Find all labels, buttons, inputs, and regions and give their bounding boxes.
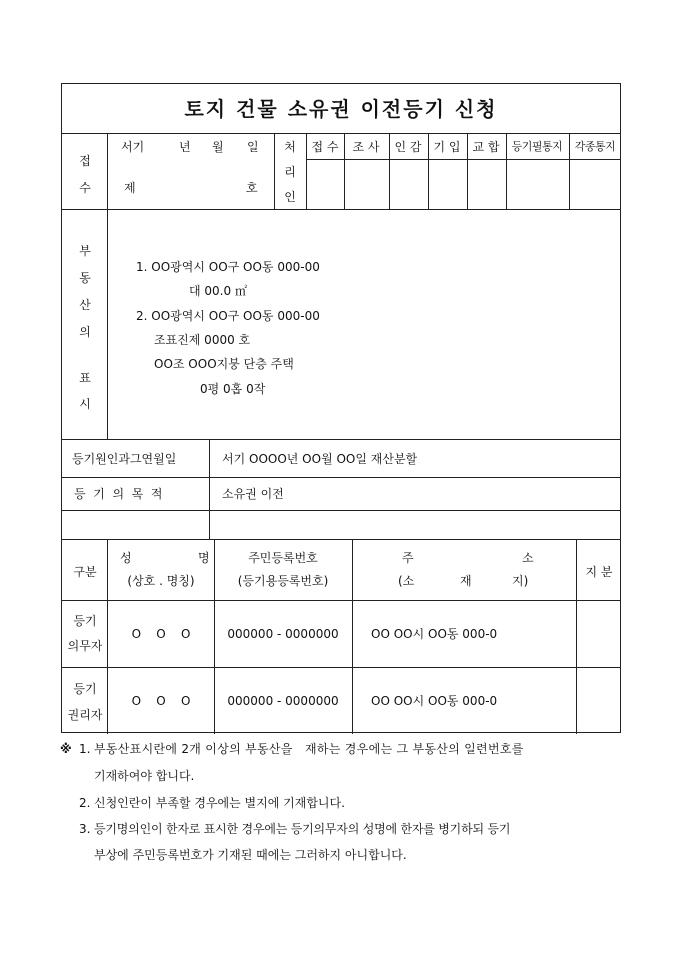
note-number: 2. (79, 796, 91, 810)
note-text-cont: 부상에 주민등록번호가 기재된 때에는 그러하지 아니합니다. (94, 848, 407, 862)
party-header-share: 지 분 (585, 565, 613, 579)
rule-v (214, 539, 215, 734)
note-text-cont: 기재하여야 합니다. (94, 769, 195, 783)
processor-char: 리 (284, 165, 296, 179)
rule-steps-header (306, 159, 620, 160)
cause-label: 등기원인과그연월일 (72, 452, 177, 466)
note-text: 등기명의인이 한자로 표시한 경우에는 등기의무자의 성명에 한자를 병기하되 등기 (94, 822, 511, 836)
rule-v (274, 133, 275, 209)
processor-char: 인 (284, 190, 296, 204)
date-year: 년 (179, 140, 191, 154)
notes-mark: ※ (60, 742, 72, 756)
step-header: 교 합 (472, 140, 500, 154)
rule-v (389, 133, 390, 209)
party-row-category: 등기 (73, 682, 97, 696)
party-header-addr: 주 (402, 551, 414, 565)
party-row-addr: OO OO시 OO동 000-0 (371, 694, 498, 708)
rule-party-row1 (62, 667, 620, 668)
rule-blank (62, 539, 620, 540)
application-form (61, 83, 621, 733)
party-row-addr: OO OO시 OO동 000-0 (371, 627, 498, 641)
party-header-id-sub: (등기용등록번호) (237, 574, 329, 588)
party-row-id: 000000 - 0000000 (227, 694, 339, 708)
party-row-category: 권리자 (67, 708, 103, 722)
party-header-id: 주민등록번호 (248, 551, 318, 565)
purpose-label: 등 기 의 목 적 (74, 487, 163, 501)
party-header-addr-sub: 재 (460, 574, 472, 588)
party-header-addr-sub: (소 (398, 574, 415, 588)
property-line: 대 00.0 ㎡ (189, 284, 247, 298)
step-header: 각종통지 (574, 140, 616, 153)
rule-v (467, 133, 468, 209)
rule-v (306, 133, 307, 209)
reception-label-bottom: 수 (79, 181, 91, 195)
rule-cause (62, 477, 620, 478)
rule-property (62, 439, 620, 440)
reception-label-top: 접 (79, 154, 91, 168)
rule-v (107, 539, 108, 734)
step-header: 조 사 (352, 140, 380, 154)
form-title: 토지 건물 소유권 이전등기 신청 (184, 97, 498, 121)
party-row-name: O O O (131, 627, 191, 641)
processor-char: 처 (284, 140, 296, 154)
property-line: 2. OO광역시 OO구 OO동 000-00 (136, 309, 320, 323)
note-text: 신청인란이 부족할 경우에는 별지에 기재합니다. (94, 796, 345, 810)
property-label-char: 부 (79, 244, 91, 258)
date-month: 월 (212, 140, 224, 154)
note-number: 3. (79, 822, 91, 836)
date-prefix: 서기 (121, 140, 145, 154)
property-line: 조표진제 0000 호 (154, 333, 251, 347)
party-header-addr-sub: 지) (512, 574, 529, 588)
rule-v (209, 439, 210, 539)
date-day: 일 (247, 140, 259, 154)
purpose-value: 소유권 이전 (222, 487, 284, 501)
rule-v (506, 133, 507, 209)
party-row-name: O O O (131, 694, 191, 708)
note-text: 부동산표시란에 2개 이상의 부동산을 재하는 경우에는 그 부동산의 일련번호를 (94, 742, 524, 756)
property-label-char: 시 (79, 397, 91, 411)
rule-purpose (62, 510, 620, 511)
party-header-name-sub: (상호 . 명칭) (127, 574, 195, 588)
property-line: 0평 0홉 0작 (200, 382, 266, 396)
party-row-category: 의무자 (67, 639, 103, 653)
rule-v (107, 133, 108, 209)
number-suffix: 호 (246, 181, 258, 195)
rule-v (576, 539, 577, 734)
property-line: OO조 OOO지붕 단층 주택 (154, 357, 294, 371)
rule-v (352, 539, 353, 734)
property-label-char: 표 (79, 371, 91, 385)
step-header: 기 입 (433, 140, 461, 154)
party-header-category: 구분 (73, 565, 97, 579)
party-row-category: 등기 (73, 614, 97, 628)
property-label-char: 동 (79, 271, 91, 285)
property-line: 1. OO광역시 OO구 OO동 000-00 (136, 260, 320, 274)
step-header: 인 감 (394, 140, 422, 154)
note-number: 1. (79, 742, 91, 756)
property-label-char: 산 (79, 298, 91, 312)
rule-reception (62, 209, 620, 210)
party-header-name: 명 (198, 551, 210, 565)
cause-value: 서기 OOOO년 OO월 OO일 재산분할 (222, 452, 418, 466)
rule-title (62, 133, 620, 134)
party-row-id: 000000 - 0000000 (227, 627, 339, 641)
party-header-name: 성 (120, 551, 132, 565)
step-header: 등기필통지 (511, 140, 563, 153)
rule-v (428, 133, 429, 209)
rule-party-header (62, 600, 620, 601)
party-header-addr: 소 (522, 551, 534, 565)
rule-v (107, 209, 108, 439)
step-header: 접 수 (311, 140, 339, 154)
number-prefix: 제 (124, 181, 136, 195)
rule-v (569, 133, 570, 209)
property-label-char: 의 (79, 325, 91, 339)
rule-v (344, 133, 345, 209)
